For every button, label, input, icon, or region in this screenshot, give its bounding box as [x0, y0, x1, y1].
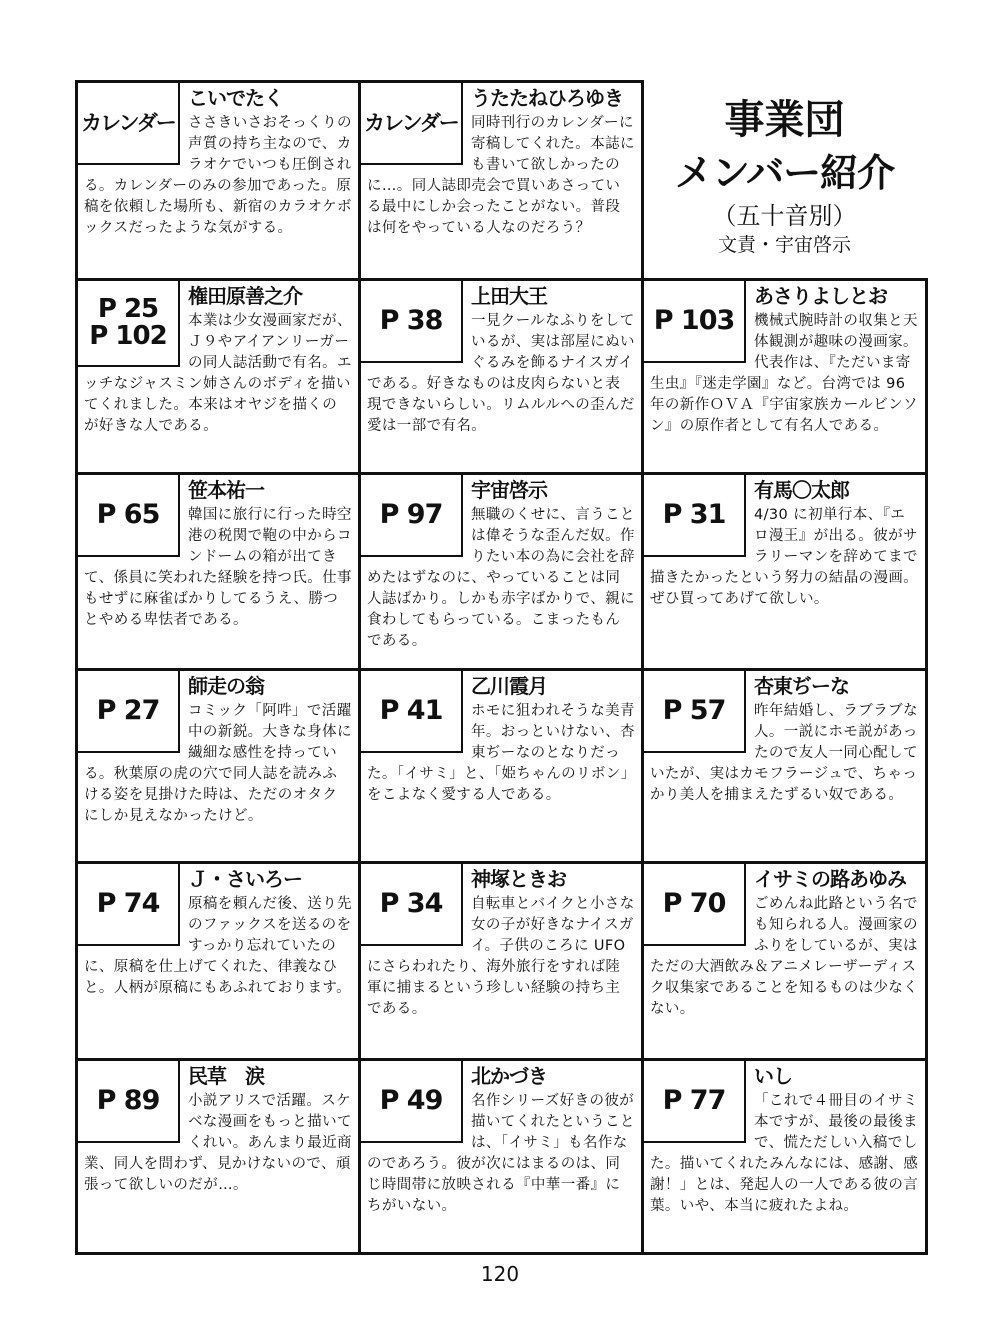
member-description: 原稿を頼んだ後、送り先のファックスを送るのをすっかり忘れていたのに、原稿を仕上げてくれた、律義なひと。人柄が原稿にもあふれております。 — [84, 896, 352, 996]
page-tag: P 97 — [361, 475, 463, 557]
member-name: Ｊ・さいろー — [188, 867, 302, 891]
page-tag: P 70 — [644, 864, 746, 946]
member-name: 師走の翁 — [188, 674, 264, 698]
member-card — [75, 668, 361, 864]
page-tag: カレンダー — [78, 83, 180, 165]
member-name: うたたねひろゆき — [471, 86, 623, 110]
member-description: 無職のくせに、言うことは偉そうな歪んだ奴。作りたい本の為に会社を辞めたはずなのに、やっていることは同人誌ばかり。しかも赤字ばかりで、親に食わしてもらっている。こまったもんである。 — [367, 507, 635, 649]
page-tag: P 103 — [644, 281, 746, 363]
member-description: 「これで４冊目のイサミ本ですが、最後の最後まで、慌ただしい入稿でした。描いてくれたみんなには、感謝、感謝！」とは、発起人の一人である彼の言葉。いや、本当に疲れたよね。 — [650, 1093, 919, 1214]
page-tag: P 41 — [361, 671, 463, 753]
member-card — [358, 80, 644, 281]
page-subtitle: メンバー紹介 — [674, 151, 895, 195]
member-card — [358, 278, 644, 475]
member-name: 神塚ときお — [471, 867, 566, 891]
member-card — [75, 472, 361, 671]
member-name: 民草 涙 — [188, 1064, 264, 1088]
member-description: ごめんね此路という名でも知られる人。漫画家のふりをしているが、実はただの大酒飲み＆アニメレーザーディスク収集家であることを知るものは少なくない。 — [650, 896, 919, 1017]
member-card — [358, 472, 644, 671]
page-tag: カレンダー — [361, 83, 463, 165]
member-card — [641, 861, 928, 1061]
page-tag: P 89 — [78, 1061, 180, 1143]
page-tag: P 34 — [361, 864, 463, 946]
member-name: こいでたく — [188, 86, 283, 110]
member-description: コミック「阿吽」で活躍中の新鋭。大きな身体に繊細な感性を持っている。秋葉原の虎の穴で同人誌を読みふける姿を見掛けた時は、ただのオタクにしか見えなかったけど。 — [84, 703, 352, 824]
member-card — [641, 668, 928, 864]
member-grid — [75, 80, 925, 1252]
member-card — [75, 1058, 361, 1255]
page-tag: P 65 — [78, 475, 180, 557]
member-name: 有馬〇太郎 — [754, 478, 849, 502]
sort-note: （五十音別） — [712, 202, 857, 230]
member-description: ホモに狙われそうな美青年。おっといけない、杏東ぢーなのとなりだった。「イサミ」と、「姫ちゃんのリボン」をこよなく愛する人である。 — [367, 703, 635, 803]
page-tag: P 49 — [361, 1061, 463, 1143]
member-card — [641, 278, 928, 475]
page-title-block — [641, 80, 928, 281]
member-description: 4/30 に初単行本、『エロ漫王』が出る。彼がサラリーマンを辞めてまで描きたかったという努力の結晶の漫画。ぜひ買ってあげて欲しい。 — [650, 507, 919, 607]
member-name: 宇宙啓示 — [471, 478, 547, 502]
member-description: 一見クールなふりをしているが、実は部屋にぬいぐるみを飾るナイスガイである。好きなものは皮肉らないと表現できないらしい。リムルルへの歪んだ愛は一部で有名。 — [367, 313, 635, 434]
page-number: 120 — [480, 1262, 520, 1286]
member-card — [641, 1058, 928, 1255]
member-description: 自転車とバイクと小さな女の子が好きなナイスガイ。子供のころに UFO にさらわれたり、海外旅行をすれば陸軍に捕まるという珍しい経験の持ち主である。 — [367, 896, 635, 1017]
page-tag: P 25 P 102 — [78, 281, 180, 367]
page-title: 事業団 — [724, 97, 845, 143]
member-description: ささきいさおそっくりの声質の持ち主なので、カラオケでいつも圧倒される。カレンダーのみの参加であった。原稿を依頼した場所も、新宿のカラオケボックスだったような気がする。 — [84, 115, 352, 236]
page-tag: P 31 — [644, 475, 746, 557]
author-credit: 文責・宇宙啓示 — [717, 234, 851, 256]
member-description: 同時刊行のカレンダーに寄稿してくれた。本誌にも書いて欲しかったのに…。同人誌即売会で買いあさっている最中にしか会ったことがない。普段は何をやっている人なのだろう？ — [367, 115, 635, 236]
member-name: あさりよしとお — [754, 284, 887, 308]
member-name: 権田原善之介 — [188, 284, 302, 308]
member-name: 杏東ぢーな — [754, 674, 849, 698]
member-description: 韓国に旅行に行った時空港の税関で鞄の中からコンドームの箱が出てきて、係員に笑われた経験を持つ氏。仕事もせずに麻雀ばかりしてるうえ、勝つとやめる卑怯者である。 — [84, 507, 352, 628]
member-card — [75, 278, 361, 475]
member-description: 小説アリスで活躍。スケベな漫画をもっと描いてくれい。あんまり最近商業、同人を問わず、見かけないので、頑張って欲しいのだが…。 — [84, 1093, 352, 1193]
page-tag: P 27 — [78, 671, 180, 753]
member-description: 機械式腕時計の収集と天体観測が趣味の漫画家。代表作は、『ただいま寄生虫』『迷走学園』など。台湾では 96 年の新作ＯＶＡ『宇宙家族カールビンソン』の原作者として有名人である。 — [650, 313, 918, 434]
member-description: 本業は少女漫画家だが、Ｊ９やアイアンリーガーの同人誌活動で有名。エッチなジャスミン姉さんのボディを描いてくれました。本来はオヤジを描くのが好きな人である。 — [84, 313, 352, 434]
member-name: 乙川霞月 — [471, 674, 547, 698]
page-tag: P 77 — [644, 1061, 746, 1143]
member-name: 上田大王 — [471, 284, 547, 308]
page-tag: P 74 — [78, 864, 180, 946]
member-card — [75, 80, 361, 281]
member-description: 名作シリーズ好きの彼が描いてくれたということは、「イサミ」も名作なのであろう。彼が次にはまるのは、同じ時間帯に放映される『中華一番』にちがいない。 — [367, 1093, 635, 1214]
member-name: いし — [754, 1064, 792, 1088]
member-card — [358, 1058, 644, 1255]
member-name: 北かづき — [471, 1064, 547, 1088]
page-tag: P 38 — [361, 281, 463, 363]
member-card — [358, 861, 644, 1061]
member-card — [358, 668, 644, 864]
member-description: 昨年結婚し、ラブラブな人。一説にホモ説があったので友人一同心配していたが、実はカモフラージュで、ちゃっかり美人を捕まえたずるい奴である。 — [650, 703, 918, 803]
member-name: 笹本祐一 — [188, 478, 264, 502]
member-card — [641, 472, 928, 671]
page-tag: P 57 — [644, 671, 746, 753]
member-name: イサミの路あゆみ — [754, 867, 906, 891]
member-card — [75, 861, 361, 1061]
